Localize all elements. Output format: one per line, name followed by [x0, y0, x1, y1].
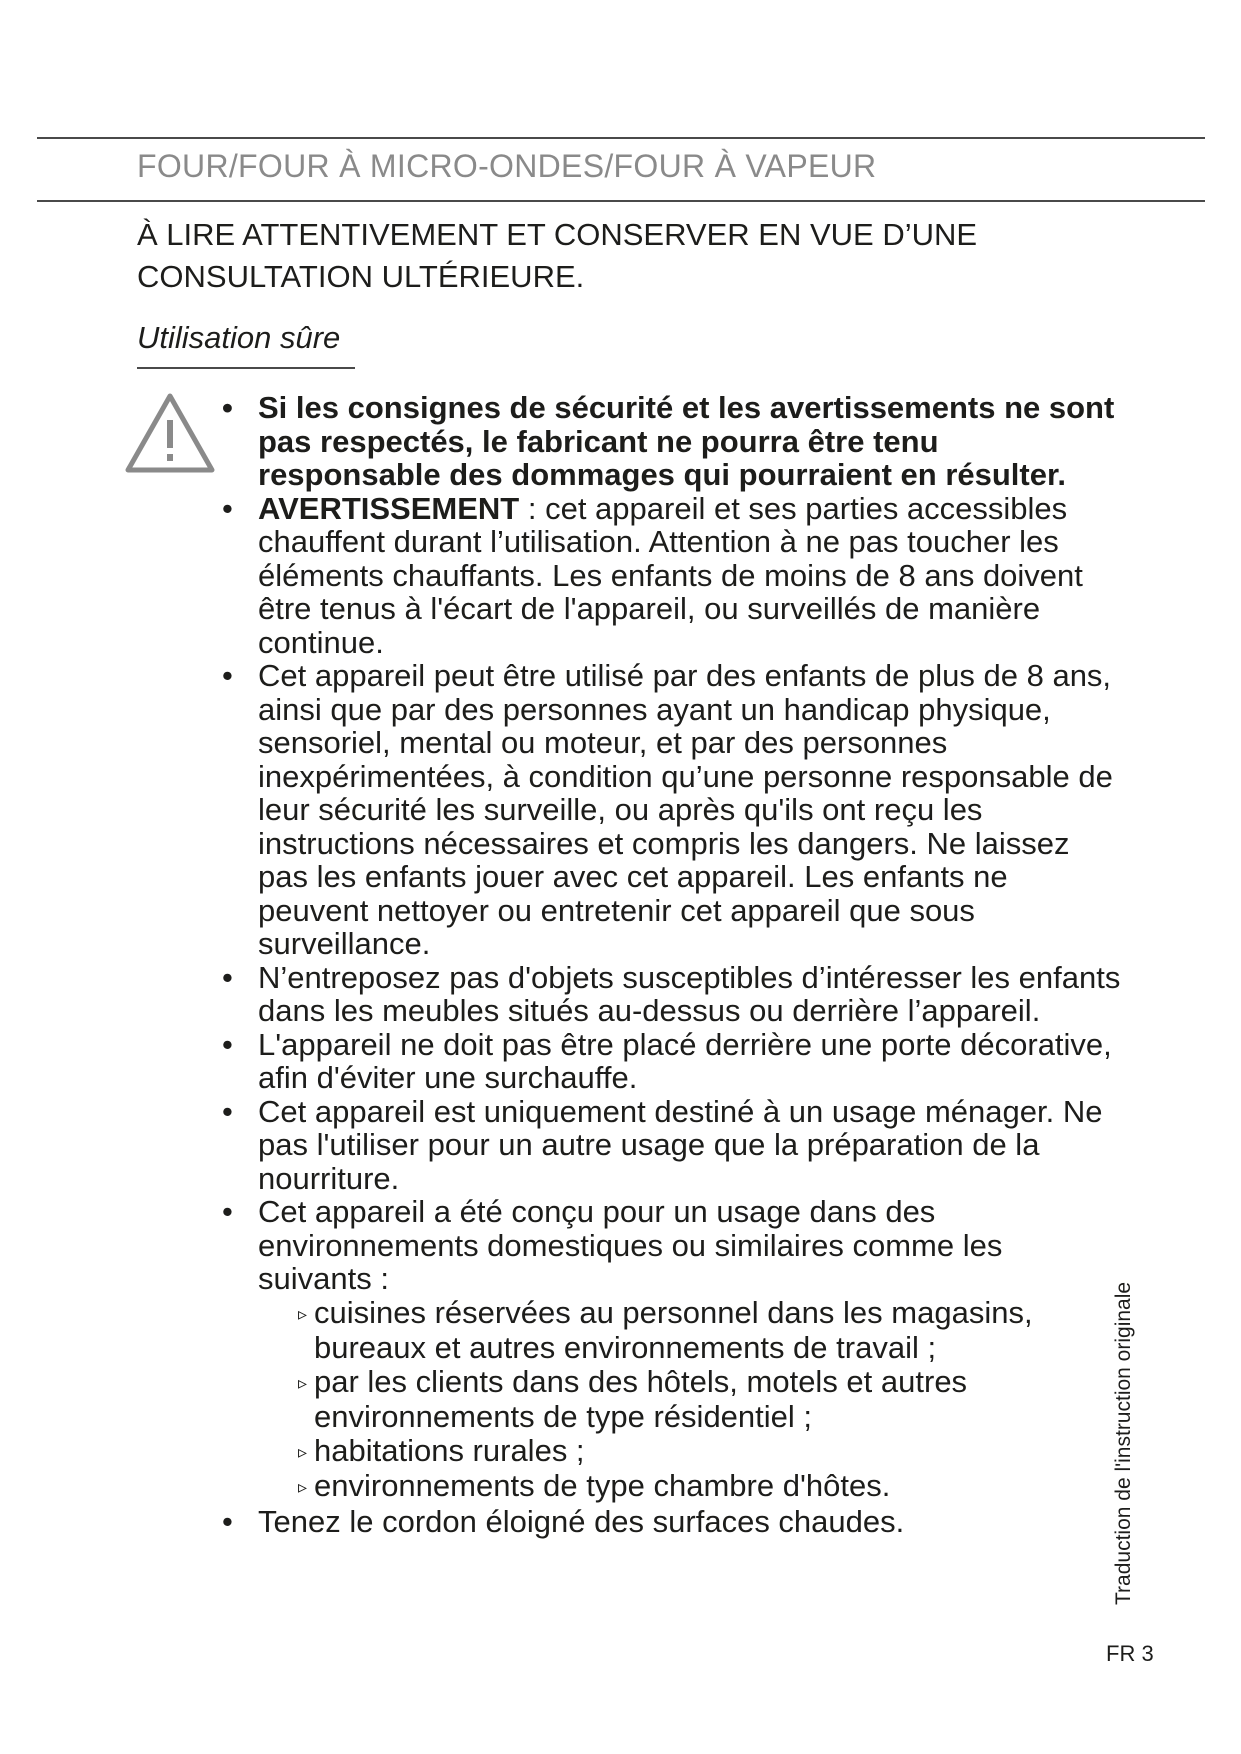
section-title-underline — [137, 367, 355, 369]
bullet-text: L'appareil ne doit pas être placé derrière une porte décorative, afin d'éviter une surchauffe. — [258, 1026, 1112, 1095]
sub-item-text: environnements de type chambre d'hôtes. — [314, 1468, 891, 1503]
page-header-title: FOUR/FOUR À MICRO-ONDES/FOUR À VAPEUR — [137, 148, 877, 184]
bullet-text: Cet appareil a été conçu pour un usage dans des environnements domestiques ou similaires comme les suivants : — [258, 1194, 1003, 1296]
triangle-bullet-icon: ▹ — [298, 1303, 308, 1324]
sub-list-item — [298, 1296, 1122, 1365]
warning-triangle-icon — [124, 392, 216, 474]
bullet-icon: • — [222, 1503, 233, 1539]
bullet-text: : cet appareil et ses parties accessibles chauffent durant l’utilisation. Attention à ne pas toucher les éléments chauffants. Les enfants de moins de 8 ans doivent être tenus à l'écart de l'appareil, ou surveillés de manière continue. — [258, 490, 1083, 660]
bullet-icon: • — [222, 959, 233, 995]
sub-list-item — [298, 1365, 1122, 1434]
bullet-icon: • — [222, 390, 233, 425]
sub-item-text: cuisines réservées au personnel dans les magasins, bureaux et autres environnements de travail ; — [314, 1294, 1033, 1365]
list-item — [222, 659, 1122, 961]
list-item — [222, 961, 1122, 1028]
bullet-icon: • — [222, 490, 233, 526]
list-item — [222, 492, 1122, 660]
sub-list-item — [298, 1469, 1122, 1505]
safety-bullet-list — [222, 391, 1122, 1538]
bullet-icon: • — [222, 1026, 233, 1062]
sub-item-text: habitations rurales ; — [314, 1432, 585, 1468]
bullet-text: Cet appareil est uniquement destiné à un usage ménager. Ne pas l'utiliser pour un autre usage que la préparation de la nourriture. — [258, 1093, 1103, 1196]
triangle-bullet-icon: ▹ — [298, 1441, 308, 1462]
bullet-text: Tenez le cordon éloigné des surfaces chaudes. — [258, 1503, 905, 1539]
page-number: FR 3 — [1106, 1641, 1154, 1666]
bullet-icon: • — [222, 1194, 233, 1229]
translation-side-note: Traduction de l'instruction originale — [1112, 1281, 1135, 1605]
list-item — [222, 1095, 1122, 1196]
section-title: Utilisation sûre — [137, 320, 341, 355]
list-item — [222, 1195, 1122, 1505]
environment-sub-list — [258, 1296, 1122, 1505]
triangle-bullet-icon: ▹ — [298, 1372, 308, 1393]
read-carefully-notice: À LIRE ATTENTIVEMENT ET CONSERVER EN VUE D’UNE CONSULTATION ULTÉRIEURE. — [137, 217, 978, 294]
triangle-bullet-icon: ▹ — [298, 1477, 308, 1497]
list-item — [222, 1028, 1122, 1095]
bullet-text: Cet appareil peut être utilisé par des enfants de plus de 8 ans, ainsi que par des personnes ayant un handicap physique, sensoriel, mental ou moteur, et par des personnes inexpérimentées, à condition qu’une personne responsable de leur sécurité les surveille, ou après qu'ils ont reçu les instructions nécessaires et compris les dangers. Ne laissez pas les enfants jouer avec cet appareil. Les enfants ne peuvent nettoyer ou entretenir cet appareil que sous surveillance. — [258, 658, 1113, 961]
list-item — [222, 1505, 1122, 1539]
bullet-text: N’entreposez pas d'objets susceptibles d’intéresser les enfants dans les meubles situés au-dessus ou derrière l’appareil. — [258, 959, 1121, 1028]
bullet-icon: • — [222, 658, 233, 693]
header-bottom-rule — [37, 200, 1205, 202]
sub-item-text: par les clients dans des hôtels, motels et autres environnements de type résidentiel ; — [314, 1363, 968, 1434]
sub-list-item — [298, 1434, 1122, 1470]
warning-label: AVERTISSEMENT — [258, 490, 520, 526]
bullet-icon: • — [222, 1093, 233, 1129]
header-top-rule — [37, 137, 1205, 139]
bullet-text: Si les consignes de sécurité et les avertissements ne sont pas respectés, le fabricant ne pourra être tenu responsable des dommages qui pourraient en résulter. — [258, 390, 1115, 492]
list-item — [222, 391, 1122, 492]
